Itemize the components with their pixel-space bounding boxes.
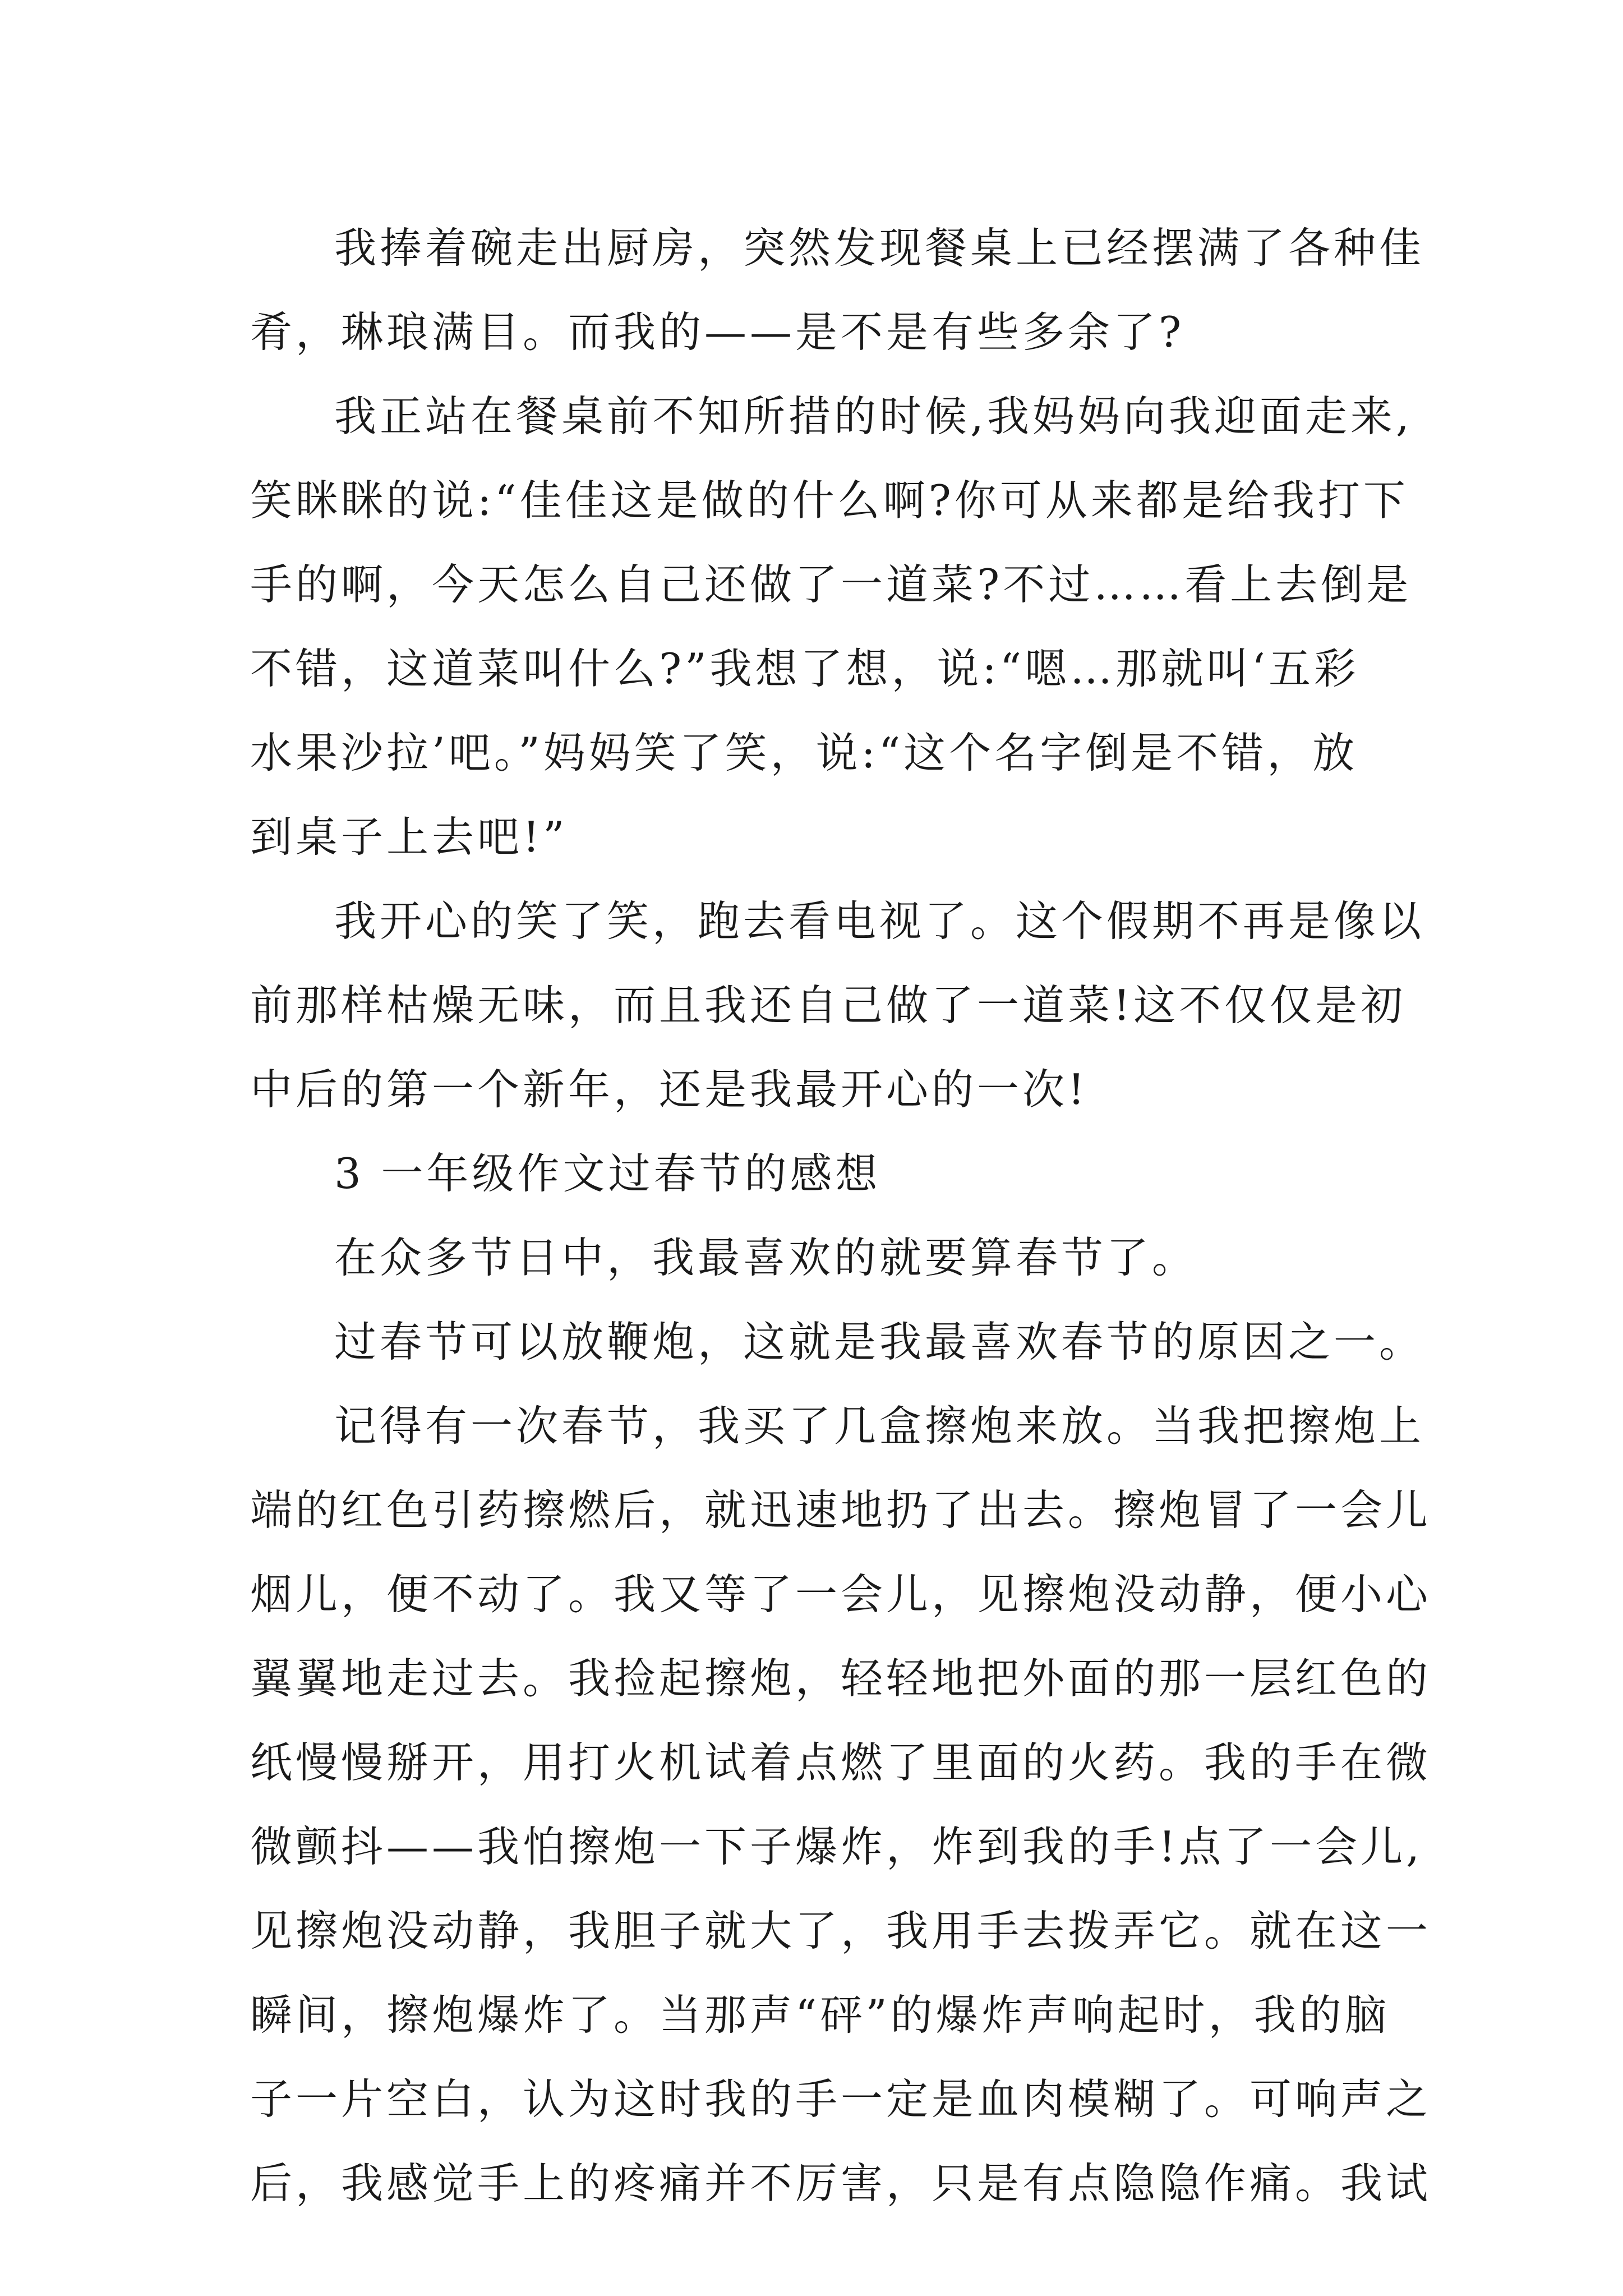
text-line: 过春节可以放鞭炮，这就是我最喜欢春节的原因之一。 [334, 1317, 1425, 1366]
section-heading: 3 一年级作文过春节的感想 [334, 1149, 881, 1198]
text-line: 记得有一次春节，我买了几盒擦炮来放。当我把擦炮上 [334, 1401, 1425, 1451]
text-line: 子一片空白，认为这时我的手一定是血肉模糊了。可响声之 [250, 2074, 1432, 2124]
text-line: 瞬间，擦炮爆炸了。当那声“砰”的爆炸声响起时，我的脑 [250, 1990, 1390, 2040]
text-line: 水果沙拉’吧。”妈妈笑了笑，说:“这个名字倒是不错，放 [250, 728, 1358, 777]
text-line: 端的红色引药擦燃后，就迅速地扔了出去。擦炮冒了一会儿 [250, 1485, 1432, 1535]
text-line: 我捧着碗走出厨房，突然发现餐桌上已经摆满了各种佳 [334, 223, 1425, 273]
text-line: 纸慢慢掰开，用打火机试着点燃了里面的火药。我的手在微 [250, 1738, 1432, 1787]
text-line: 见擦炮没动静，我胆子就大了，我用手去拨弄它。就在这一 [250, 1906, 1432, 1955]
text-line: 我开心的笑了笑，跑去看电视了。这个假期不再是像以 [334, 896, 1425, 946]
text-line: 烟儿，便不动了。我又等了一会儿，见擦炮没动静，便小心 [250, 1570, 1432, 1619]
text-line: 后，我感觉手上的疼痛并不厉害，只是有点隐隐作痛。我试 [250, 2159, 1432, 2208]
text-line: 翼翼地走过去。我捡起擦炮，轻轻地把外面的那一层红色的 [250, 1654, 1432, 1703]
text-line: 手的啊，今天怎么自己还做了一道菜?不过……看上去倒是 [250, 560, 1412, 609]
text-line: 在众多节日中，我最喜欢的就要算春节了。 [334, 1233, 1198, 1282]
text-line: 不错，这道菜叫什么?”我想了想，说:“嗯…那就叫‘五彩 [250, 644, 1360, 693]
text-line: 肴，琳琅满目。而我的——是不是有些多余了? [250, 307, 1185, 357]
text-line: 笑眯眯的说:“佳佳这是做的什么啊?你可从来都是给我打下 [250, 476, 1409, 525]
text-line: 我正站在餐桌前不知所措的时候,我妈妈向我迎面走来, [334, 392, 1413, 441]
text-line: 中后的第一个新年，还是我最开心的一次! [250, 1065, 1089, 1114]
text-line: 微颤抖——我怕擦炮一下子爆炸，炸到我的手!点了一会儿, [250, 1822, 1423, 1871]
text-line: 到桌子上去吧!” [250, 812, 568, 862]
text-line: 前那样枯燥无味，而且我还自己做了一道菜!这不仅仅是初 [250, 981, 1407, 1030]
